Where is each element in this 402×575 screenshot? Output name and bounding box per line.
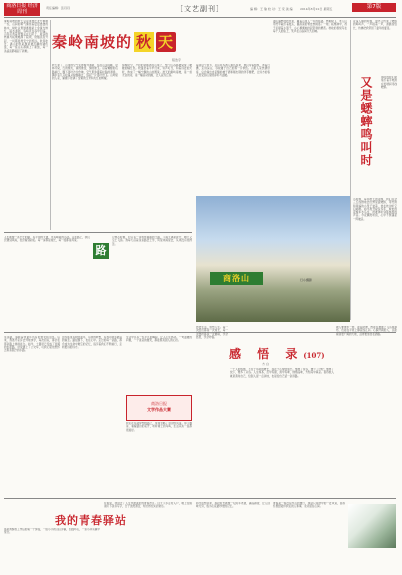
article-title: 我的青春驿站 [55,514,127,527]
article-column: 感悟生活，感悟人生。每一次经历都是一次成长，每一次挫折都是一次磨砺，学会感恩，学会珍惜。 [196,326,228,339]
newspaper-logo: 商洛日报 经济周刊 [4,3,40,16]
article-title: 又是蟋蟀鸣叫时 [359,76,373,167]
article-column: 傍晚时分，夕阳的余晖洒在山梁上，整个山谷都被染成了暖暖的橘红色。牧童赶着牛羊归来，铃声叮当，和着远处的犬吠，构成了一幅宁静的山村图景。秋天的秦岭南坡，是一首无言的诗，是一幅流动的画，让人流连忘返。 [122,64,192,77]
section-rule [4,498,396,499]
article-column: 这条路，承载着我童年所有的欢笑和泪水。后来，我离开家乡去外地求学，每次回家，都会在那条路上徘徊许久。如今，土路早已变成了宽阔的水泥路，村里通上了公交车，可我心里依然怀念那条泥泞的小路。 [4,336,60,353]
article-column: 秋天来了，山里的空气变得格外清新，站在山顶远眺，层林尽染，红的像火，黄的像金，绿的像玉。沿着蜿蜒的山路前行，脚下落叶沙沙作响，空气里弥漫着松脂的清香。偶尔有几只松鼠从树梢跳过，惊起一片落叶纷飞。山坳里的人家，屋檐下挂满了金黄的玉米和火红的辣椒。 [52,64,118,81]
article-column: 秦岭南坡的秋天总是来得比北方稍晚一些，山间的雾气缠绕着层层叠叠的林木，树叶从青绿渐渐染上金黄与绯红，溪水清冽，鸟鸣声在谷中回荡。山民们背着背篓走在石阶上，收获的核桃与板栗堆满了院坝，炊烟袅袅升起，一切都显得安宁而悠远。秋风吹过，满山的色彩像是被打翻的调色盘，每一座山头都换上了新装，每一条溪流都唱起了新歌。 [4,20,48,53]
section-sub: 编 辑：王 瑜 校 对：王 宋 美 编 [250,7,293,11]
title-char-tian: 天 [158,33,175,51]
article-column: 那时的我们常常打着手电筒在田埂间寻找蟋蟀。 [381,76,397,89]
date-line: 2014年8月22日 星期五 [300,7,333,11]
ink-wash-illustration [348,504,396,548]
article-column: 因为那里有我的童年，有我的梦想，有我对故乡最深的眷恋。路在脚下，也在心中。走过的每一条路，都会成为生命中难忘的记忆，指引着我们不断前行，走向更远的远方。 [62,336,122,349]
article-column: 漫山遍野的秋色里，藏着山里人一年的希望。核桃树下，老人们用竹竿敲打着枝头，圆滚滚的青皮核桃落了一地；板栗林中，孩子们提着小篮子，小心翼翼地拾起带刺的栗苞。秋收的喜悦写在每个人的脸上，笑声在山谷间久久回响。 [273,20,347,33]
photo-caption: 商洛山 [210,272,263,285]
article-column: 生活中总有一些平凡的瞬间，让人心生感动。一句温暖的问候，一个善意的微笑，都能照亮别人的心田。 [126,336,192,343]
article-column: 我们在追逐梦想的路上，常常忽略了身边的风景。停下脚步，看看路边的花开，听听树上的鸟鸣，生活其实一直都很美好。 [126,422,192,432]
ganwu-title: 感 悟 录 [229,347,304,361]
article-column: 夜深人静的时候，窗外又传来了蟋蟀的鸣叫声，一声接着一声，清脆而悠长，仿佛把我带回了童年的夏夜。 [353,20,397,30]
article-column: 做人要像水一样，能屈能伸，既能在悬崖上飞泻成瀑布，也能在平原上静流成江河。心胸开阔的人，总能看到更广阔的天地，活得更加自在洒脱。 [336,326,397,336]
photo-byline: 行小摄影 [300,278,313,282]
article-title [229,345,325,362]
section-rule [4,232,192,233]
article-author: 程浩宇 [172,58,182,62]
article-column: 一个人的成熟，不在于年龄的增长，而在于心智的成长。懂得了包容，便少了计较；懂得了放下，便多了从容。人生如茶，苦中有甜，淡中有味，细细品味，方知其中真意。善待他人就是善待自己，给别人留一点余地，也是给自己留一条退路。 [230,368,334,378]
article-title: 路 [93,243,109,259]
title-char-qiu: 秋 [136,33,153,51]
article-title-prefix: 秦岭南坡的 [52,33,133,51]
masthead-rule [4,17,396,18]
article-column: 青春是一场没有终点的旅行，驿站只是途中的一处风景，而那些曾经陪伴我们的人和事，永远留在心间。 [273,502,345,509]
ganwu-author: 方 白 [262,362,269,366]
column-divider [50,20,51,230]
ganwu-number: (107) [303,351,325,360]
article-column: 记得小时候，村口有一条弯弯曲曲的土路，下雨天满是泥泞，晴天又尘土飞扬。我每天沿着这条路去上学，风里来雨里去，从来没有觉得苦。 [112,236,192,246]
article-column: 人生就像一条长长的路，有平坦的大道，也有崎岖的小径。走在路上，我们会遇到风雨，也会看到彩虹。每一步都是成长，每一段都是风景。 [4,236,90,243]
article-column: 在那里，我度过了人生中最美好的青春岁月。白天下乡走村入户，晚上在煤油灯下读书写字，日子虽然清苦，却过得充实而快乐。 [104,502,192,509]
column-divider [350,20,351,320]
section-tag: ［文艺副刊］ [176,5,224,13]
contest-ad[interactable] [126,395,192,421]
ad-line2: 文学作品大赛 [147,407,171,412]
ad-line1: 商洛日报 [151,401,167,406]
article-title [52,31,176,52]
article-column: 小时候，每到秋天的夜晚，我们总会三五成群地去田野里捉蟋蟀，用竹筒和草编的小笼子装着，放在枕边听它们唱歌。如今离开故乡多年，城市的夜晚车水马龙，很难再听到那熟悉的声音。今夜偶然听到，心中不禁涌起一阵暖意。 [353,198,397,221]
article-column: 每到这个季节，总有许多游人慕名而来，他们带着相机，背着行囊，走进深山，寻找属于自己的那一片秋色。山里人家热情好客，总会端出自家酿的柿子酒和刚出锅的洋芋糍粑，让远方的客人感受到山里的淳朴与温暖。 [196,64,270,77]
page-number-badge: 第7版 [352,3,396,12]
article-column: 那是我参加工作后的第一个驿站，一座小小的山区乡镇，四面环山，一条小河从镇中穿过。 [4,528,100,535]
article-column: 如今回想起来，那段时光就像一坛陈年老酒，越品越香，让人回味无穷，成为心底最珍贵的记忆。 [196,502,270,509]
landscape-photo [196,196,350,322]
editor-line: 责任编辑：张丹丹 [46,6,71,10]
